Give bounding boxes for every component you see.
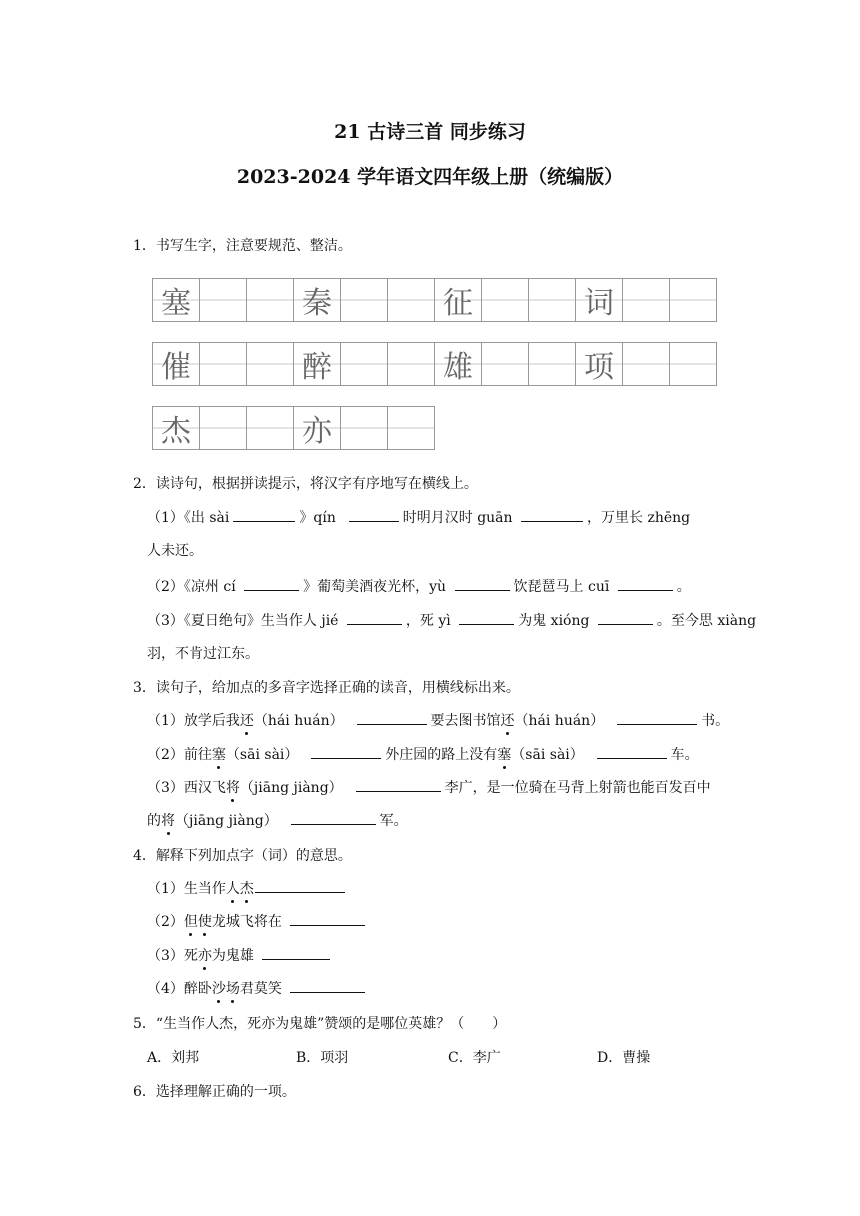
answer-blank[interactable] [290, 978, 365, 993]
q2-l2-c: 饮琵琶马上 cuī [513, 579, 610, 595]
writing-cell[interactable] [481, 342, 529, 386]
answer-blank[interactable] [356, 777, 441, 792]
answer-blank[interactable] [597, 744, 667, 759]
answer-blank[interactable] [521, 507, 583, 522]
practice-char-cell: 醉 [293, 342, 341, 386]
answer-blank[interactable] [617, 710, 697, 725]
pinyin-choice[interactable]: （jiāng jiàng） [175, 813, 278, 829]
q3-s3-c: 李广，是一位骑在马背上射箭也能百发百中 [444, 780, 711, 796]
q3-s3b-a: 的 [147, 813, 161, 829]
answer-blank[interactable] [291, 810, 376, 825]
practice-char-cell: 征 [434, 278, 482, 322]
q2-l1-b: 》qín [299, 510, 336, 526]
practice-char-cell: 催 [152, 342, 200, 386]
answer-blank[interactable] [290, 911, 365, 926]
answer-blank[interactable] [349, 507, 399, 522]
q3-s3b-c: 军。 [379, 813, 408, 829]
q4-i2-b: 龙城飞将在 [211, 914, 282, 930]
q2-l1-d: ，万里长 zhēng [587, 510, 691, 526]
char-grid-row-2 [152, 342, 717, 386]
q5-option-c[interactable]: C．李广 [448, 1050, 501, 1066]
q2-l2-d: 。 [676, 579, 691, 595]
answer-blank[interactable] [459, 610, 514, 625]
writing-cell[interactable] [246, 342, 294, 386]
dotted-char: 杰 [240, 878, 254, 898]
char-grid-row-3 [152, 406, 435, 450]
q2-l1-a: （1）《出 sài [147, 510, 230, 526]
q3-sentence-3-cont [147, 810, 408, 830]
pinyin-choice[interactable]: （jiāng jiàng） [239, 780, 343, 796]
dotted-char: 将 [161, 810, 175, 830]
answer-blank[interactable] [244, 576, 299, 591]
dotted-char: 亦 [198, 945, 212, 965]
q3-s2-e: 车。 [670, 747, 699, 763]
practice-char-cell: 雄 [434, 342, 482, 386]
q2-line-1 [147, 507, 690, 527]
answer-blank[interactable] [255, 878, 345, 893]
writing-cell[interactable] [387, 342, 435, 386]
q2-l3-d: 。至今思 xiàng [656, 613, 757, 629]
dotted-char: 将 [226, 777, 240, 797]
q2-l3-b: ，死 yì [405, 613, 451, 629]
q5-option-a[interactable]: A．刘邦 [147, 1050, 200, 1066]
q3-sentence-3 [147, 777, 711, 797]
q4-i4-a: （4）醉卧 [147, 981, 212, 997]
dotted-char: 沙 [212, 978, 226, 998]
practice-char-cell: 杰 [152, 406, 200, 450]
writing-cell[interactable] [199, 342, 247, 386]
writing-cell[interactable] [340, 342, 388, 386]
writing-cell[interactable] [622, 278, 670, 322]
q4-i3-a: （3）死 [147, 948, 198, 964]
writing-cell[interactable] [528, 342, 576, 386]
q3-s1-a: （1）放学后我 [147, 713, 240, 729]
dotted-char: 塞 [497, 744, 511, 764]
q5-option-b[interactable]: B．项羽 [296, 1050, 349, 1066]
q2-line-3 [147, 610, 756, 630]
page-subtitle: 2023-2024 学年语文四年级上册（统编版） [236, 166, 624, 188]
question-6: 6．选择理解正确的一项。 [133, 1084, 296, 1100]
writing-cell[interactable] [246, 278, 294, 322]
writing-cell[interactable] [387, 278, 435, 322]
q2-line-1-cont: 人未还。 [147, 543, 203, 559]
writing-cell[interactable] [246, 406, 294, 450]
answer-blank[interactable] [598, 610, 653, 625]
dotted-char: 还 [501, 710, 515, 730]
q3-s2-c: 外庄园的路上没有 [385, 747, 498, 763]
pinyin-choice[interactable]: （sāi sài） [511, 747, 584, 763]
answer-blank[interactable] [357, 710, 427, 725]
q3-s2-a: （2）前往 [147, 747, 212, 763]
practice-char-cell: 词 [575, 278, 623, 322]
q2-line-2 [147, 576, 691, 596]
q2-l2-a: （2）《凉州 cí [147, 579, 236, 595]
answer-blank[interactable] [262, 945, 330, 960]
dotted-char: 还 [240, 710, 254, 730]
dotted-char: 场 [226, 978, 240, 998]
q4-i4-b: 君莫笑 [239, 981, 282, 997]
q4-item-3 [147, 945, 334, 965]
dotted-char: 人 [226, 878, 240, 898]
writing-cell[interactable] [669, 342, 717, 386]
q5-option-d[interactable]: D．曹操 [597, 1050, 651, 1066]
q3-s3-a: （3）西汉飞 [147, 780, 226, 796]
q2-l2-b: 》葡萄美酒夜光杯，yù [303, 579, 447, 595]
q4-i1-a: （1）生当作 [147, 881, 226, 897]
q4-i2-a: （2） [147, 914, 184, 930]
question-1: 1．书写生字，注意要规范、整洁。 [133, 238, 352, 254]
char-grid-row-1 [152, 278, 717, 322]
dotted-char: 使 [198, 911, 212, 931]
writing-cell[interactable] [669, 278, 717, 322]
q2-line-3-cont: 羽，不肯过江东。 [147, 646, 259, 662]
pinyin-choice[interactable]: （sāi sài） [225, 747, 299, 763]
q4-item-4 [147, 978, 369, 998]
q3-s1-c: 要去图书馆 [430, 713, 501, 729]
q4-i3-b: 为鬼雄 [211, 948, 254, 964]
q3-s1-e: 书。 [701, 713, 730, 729]
page-title: 21 古诗三首 同步练习 [334, 121, 526, 143]
dotted-char: 塞 [212, 744, 226, 764]
dotted-char: 但 [184, 911, 198, 931]
writing-cell[interactable] [481, 278, 529, 322]
answer-blank[interactable] [618, 576, 673, 591]
q2-l3-a: （3）《夏日绝句》生当作人 jié [147, 613, 339, 629]
writing-cell[interactable] [528, 278, 576, 322]
answer-blank[interactable] [233, 507, 295, 522]
q4-item-2 [147, 911, 369, 931]
practice-char-cell: 秦 [293, 278, 341, 322]
q4-item-1 [147, 878, 349, 898]
practice-char-cell: 项 [575, 342, 623, 386]
answer-blank[interactable] [311, 744, 381, 759]
q3-sentence-1 [147, 710, 729, 730]
writing-cell[interactable] [199, 278, 247, 322]
practice-char-cell: 亦 [293, 406, 341, 450]
q3-sentence-2 [147, 744, 699, 764]
answer-blank[interactable] [347, 610, 402, 625]
question-5: 5．“生当作人杰，死亦为鬼雄”赞颂的是哪位英雄？（ ） [133, 1016, 507, 1032]
question-2: 2．读诗句，根据拼读提示，将汉字有序地写在横线上。 [133, 476, 478, 492]
practice-char-cell: 塞 [152, 278, 200, 322]
question-4: 4．解释下列加点字（词）的意思。 [133, 848, 352, 864]
answer-blank[interactable] [455, 576, 510, 591]
q2-l3-c: 为鬼 xióng [518, 613, 590, 629]
question-3: 3．读句子，给加点的多音字选择正确的读音，用横线标出来。 [133, 680, 520, 696]
q2-l1-c: 时明月汉时 guān [402, 510, 513, 526]
writing-cell[interactable] [340, 406, 388, 450]
writing-cell[interactable] [340, 278, 388, 322]
writing-cell[interactable] [387, 406, 435, 450]
writing-cell[interactable] [622, 342, 670, 386]
writing-cell[interactable] [199, 406, 247, 450]
pinyin-choice[interactable]: （hái huán） [253, 713, 344, 729]
pinyin-choice[interactable]: （hái huán） [514, 713, 605, 729]
